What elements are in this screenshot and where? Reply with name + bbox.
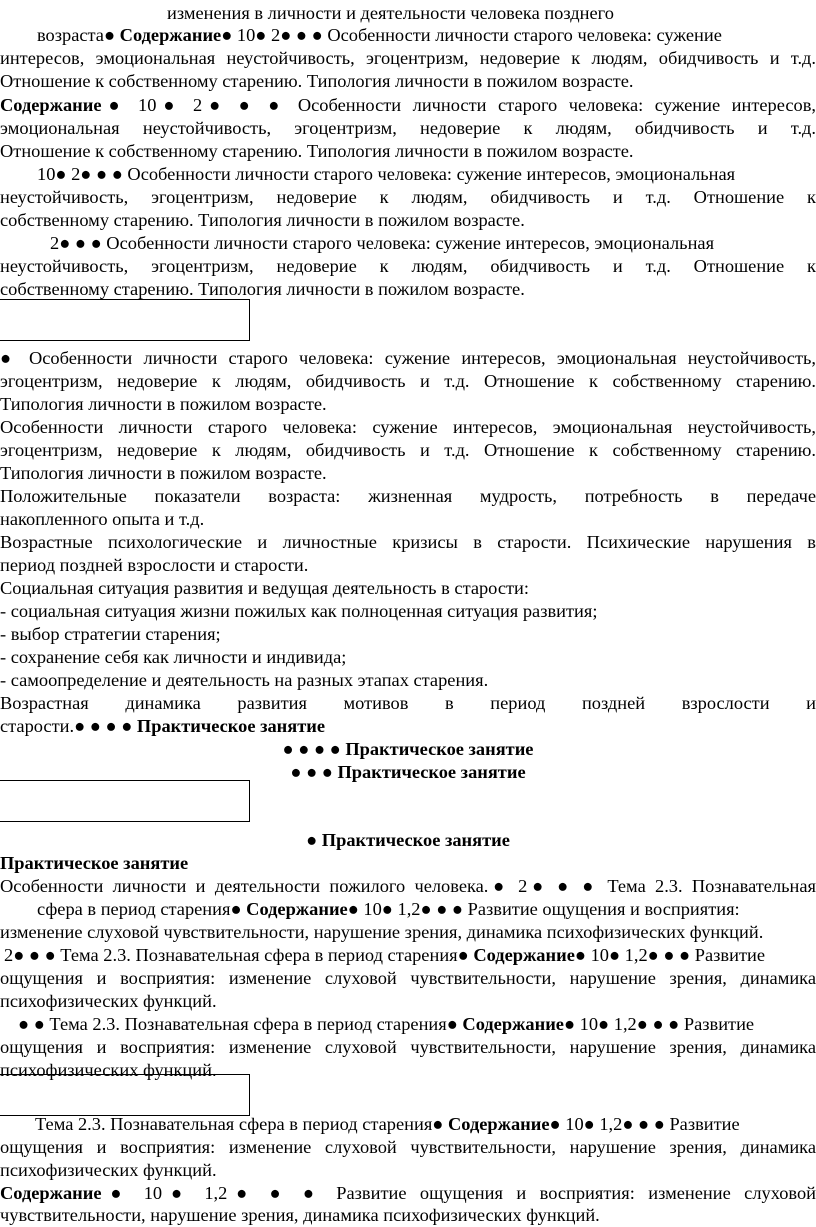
text-line: 2● ● ● Особенности личности старого человека: сужение интересов, эмоциональная	[50, 233, 715, 253]
text-line: эмоциональная неустойчивость, эгоцентризм, недоверие к людям, обидчивость и т.д.	[0, 118, 816, 138]
text-line: Содержание● 10● 2● ● ● Особенности личности старого человека: сужение интересов,	[0, 95, 816, 115]
text-line: Положительные показатели возраста: жизненная мудрость, потребность в передаче	[0, 486, 816, 506]
text-line: Содержание● 10● 1,2● ● ● Развитие ощущения и восприятия: изменение слуховой	[0, 1183, 816, 1203]
text-line: Отношение к собственному старению. Типология личности в пожилом возрасте.	[0, 71, 634, 91]
text-line: Типология личности в пожилом возрасте.	[0, 463, 327, 483]
bold-heading: Содержание	[448, 1114, 550, 1134]
section-heading: Практическое занятие	[0, 853, 189, 873]
bold-heading: Содержание	[0, 95, 102, 115]
bold-heading: Содержание	[119, 25, 222, 45]
text-line: ● ● Тема 2.3. Познавательная сфера в период старения● Содержание● 10● 1,2● ● ● Развитие	[18, 1014, 755, 1034]
text-line: неустойчивость, эгоцентризм, недоверие к людям, обидчивость и т.д. Отношение к	[0, 256, 816, 276]
text-line: эгоцентризм, недоверие к людям, обидчивость и т.д. Отношение к собственному старению.	[0, 371, 816, 391]
text-line: Тема 2.3. Познавательная сфера в период старения● Содержание● 10● 1,2● ● ● Развитие	[35, 1114, 740, 1134]
text-line: эгоцентризм, недоверие к людям, обидчивость и т.д. Отношение к собственному старению.	[0, 440, 816, 460]
text-line: Отношение к собственному старению. Типология личности в пожилом возрасте.	[0, 141, 634, 161]
text-line: собственному старению. Типология личности в пожилом возрасте.	[0, 210, 525, 230]
text-line: Особенности личности и деятельности пожилого человека.● 2● ● ● Тема 2.3. Познавательная	[0, 876, 816, 896]
text-line: сфера в период старения● Содержание● 10● 1,2● ● ● Развитие ощущения и восприятия:	[37, 899, 740, 919]
empty-table-cell	[0, 780, 250, 822]
text-line: возраста● Содержание● 10● 2● ● ● Особенности личности старого человека: сужение	[37, 25, 722, 45]
text-line: ощущения и восприятия: изменение слуховой чувствительности, нарушение зрения, динамика	[0, 1137, 816, 1157]
text-line: Особенности личности старого человека: сужение интересов, эмоциональная неустойчивость,	[0, 417, 816, 437]
text-line: психофизических функций.	[0, 1060, 217, 1080]
text-line: ● Особенности личности старого человека: сужение интересов, эмоциональная неустойчивость,	[0, 348, 816, 368]
text-line: изменение слуховой чувствительности, нарушение зрения, динамика психофизических функций.	[0, 922, 764, 942]
bold-heading: Практическое занятие	[136, 716, 326, 736]
text-line: 2● ● ● Тема 2.3. Познавательная сфера в период старения● Содержание● 10● 1,2● ● ● Развитие	[4, 945, 765, 965]
text-line: собственному старению. Типология личности в пожилом возрасте.	[0, 279, 525, 299]
text-line: ощущения и восприятия: изменение слуховой чувствительности, нарушение зрения, динамика	[0, 968, 816, 988]
text-line: Возрастная динамика развития мотивов в период поздней взрослости и	[0, 693, 816, 713]
empty-table-cell	[0, 1074, 250, 1116]
text-line: период поздней взрослости и старости.	[0, 555, 309, 575]
text-line: интересов, эмоциональная неустойчивость, эгоцентризм, недоверие к людям, обидчивость и т.д.	[0, 48, 816, 68]
bold-heading: Содержание	[246, 899, 348, 919]
bold-heading: Содержание	[473, 945, 575, 965]
text-line: Типология личности в пожилом возрасте.	[0, 394, 327, 414]
text-line: накопленного опыта и т.д.	[0, 509, 205, 529]
list-item: - сохранение себя как личности и индивида;	[0, 647, 347, 667]
text-line: Возрастные психологические и личностные кризисы в старости. Психические нарушения в	[0, 532, 816, 552]
text-line: чувствительности, нарушение зрения, динамика психофизических функций.	[0, 1205, 600, 1225]
bold-heading: Содержание	[462, 1014, 564, 1034]
empty-table-cell	[0, 299, 250, 341]
list-item: - социальная ситуация жизни пожилых как полноценная ситуация развития;	[0, 601, 598, 621]
list-item: - выбор стратегии старения;	[0, 624, 221, 644]
text-line: Социальная ситуация развития и ведущая деятельность в старости:	[0, 578, 529, 598]
bold-heading: Содержание	[0, 1183, 102, 1203]
text-line: старости.● ● ● ● Практическое занятие	[0, 716, 326, 736]
list-item: - самоопределение и деятельность на разных этапах старения.	[0, 670, 489, 690]
section-heading: ● Практическое занятие	[306, 830, 510, 850]
text-line: ощущения и восприятия: изменение слуховой чувствительности, нарушение зрения, динамика	[0, 1037, 816, 1057]
text-line: неустойчивость, эгоцентризм, недоверие к людям, обидчивость и т.д. Отношение к	[0, 187, 816, 207]
text-line: 10● 2● ● ● Особенности личности старого человека: сужение интересов, эмоциональная	[37, 164, 736, 184]
section-heading: ● ● ● ● Практическое занятие	[282, 739, 534, 759]
text-line: изменения в личности и деятельности человека позднего	[167, 3, 614, 23]
text-line: психофизических функций.	[0, 991, 217, 1011]
section-heading: ● ● ● Практическое занятие	[290, 762, 526, 782]
text-line: психофизических функций.	[0, 1160, 217, 1180]
